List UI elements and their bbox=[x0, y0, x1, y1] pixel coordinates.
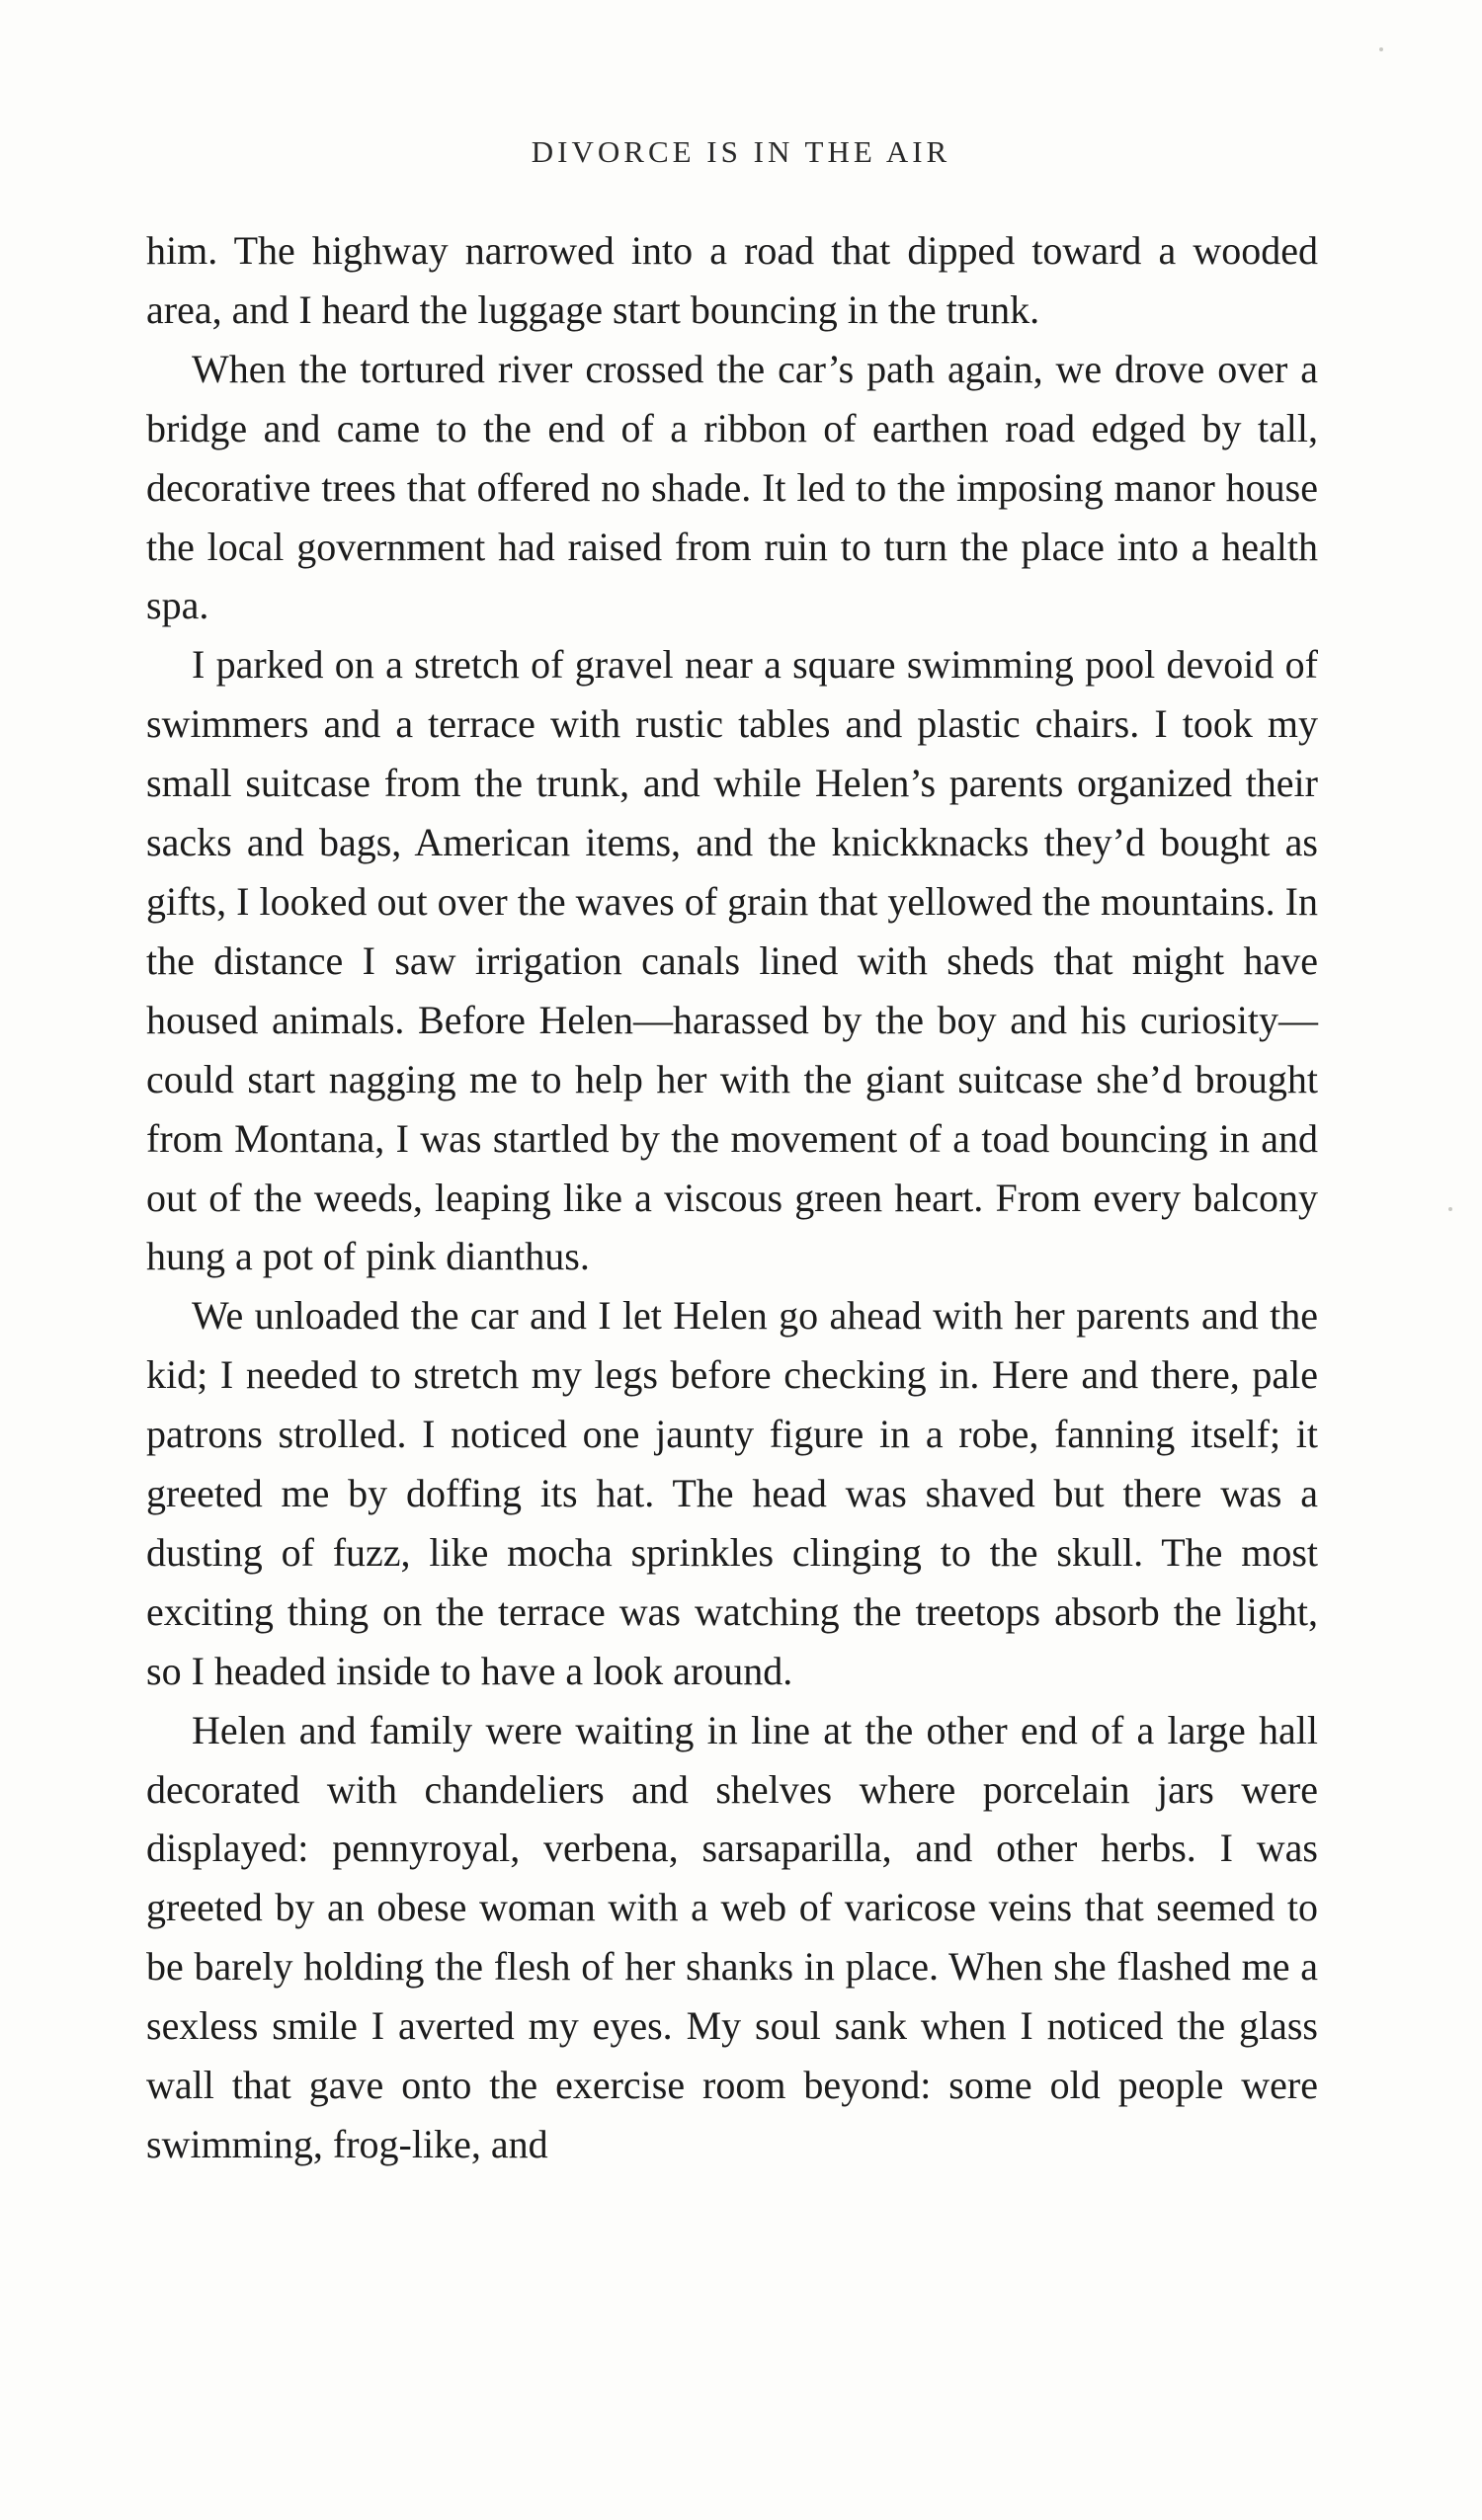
paragraph-1: him. The highway narrowed into a road that dipped toward a wooded area, and I heard the luggage start bouncing in the trunk. bbox=[146, 228, 1318, 332]
paragraph-3: I parked on a stretch of gravel near a square swimming pool devoid of swimmers and a terrace with rustic tables and plastic chairs. I took my small suitcase from the trunk, and while Helen’s parents organized their sacks and bags, American items, and the knickknacks they’d bought as gifts, I looked out over the waves of grain that yellowed the mountains. In the distance I saw irrigation canals lined with sheds that might have housed animals. Before Helen—harassed by the boy and his curiosity—could start nagging me to help her with the giant suitcase she’d brought from Montana, I was startled by the movement of a toad bouncing in and out of the weeds, leaping like a viscous green heart. From every balcony hung a pot of pink dianthus. bbox=[146, 642, 1318, 1279]
paragraph-2: When the tortured river crossed the car’s path again, we drove over a bridge and came to the end of a ribbon of earthen road edged by tall, decorative trees that offered no shade. It led to the imposing manor house the local government had raised from ruin to turn the place into a health spa. bbox=[146, 346, 1318, 628]
scan-speck bbox=[1379, 47, 1383, 51]
paragraph-5: Helen and family were waiting in line at the other end of a large hall decorated with chandeliers and shelves where porcelain jars were displayed: pennyroyal, verbena, sarsaparilla, and other herbs. I was greeted by an obese woman with a web of varicose veins that seemed to be barely holding the flesh of her shanks in place. When she flashed me a sexless smile I averted my eyes. My soul sank when I noticed the glass wall that gave onto the exercise room beyond: some old people were swimming, frog-like, and bbox=[146, 1707, 1318, 2166]
running-head: DIVORCE IS IN THE AIR bbox=[531, 134, 951, 169]
body-text bbox=[146, 221, 1318, 2174]
scan-speck bbox=[1448, 1207, 1452, 1211]
paragraph-4: We unloaded the car and I let Helen go ahead with her parents and the kid; I needed to stretch my legs before checking in. Here and there, pale patrons strolled. I noticed one jaunty figure in a robe, fanning itself; it greeted me by doffing its hat. The head was shaved but there was a dusting of fuzz, like mocha sprinkles clinging to the skull. The most exciting thing on the terrace was watching the treetops absorb the light, so I headed inside to have a look around. bbox=[146, 1293, 1318, 1693]
